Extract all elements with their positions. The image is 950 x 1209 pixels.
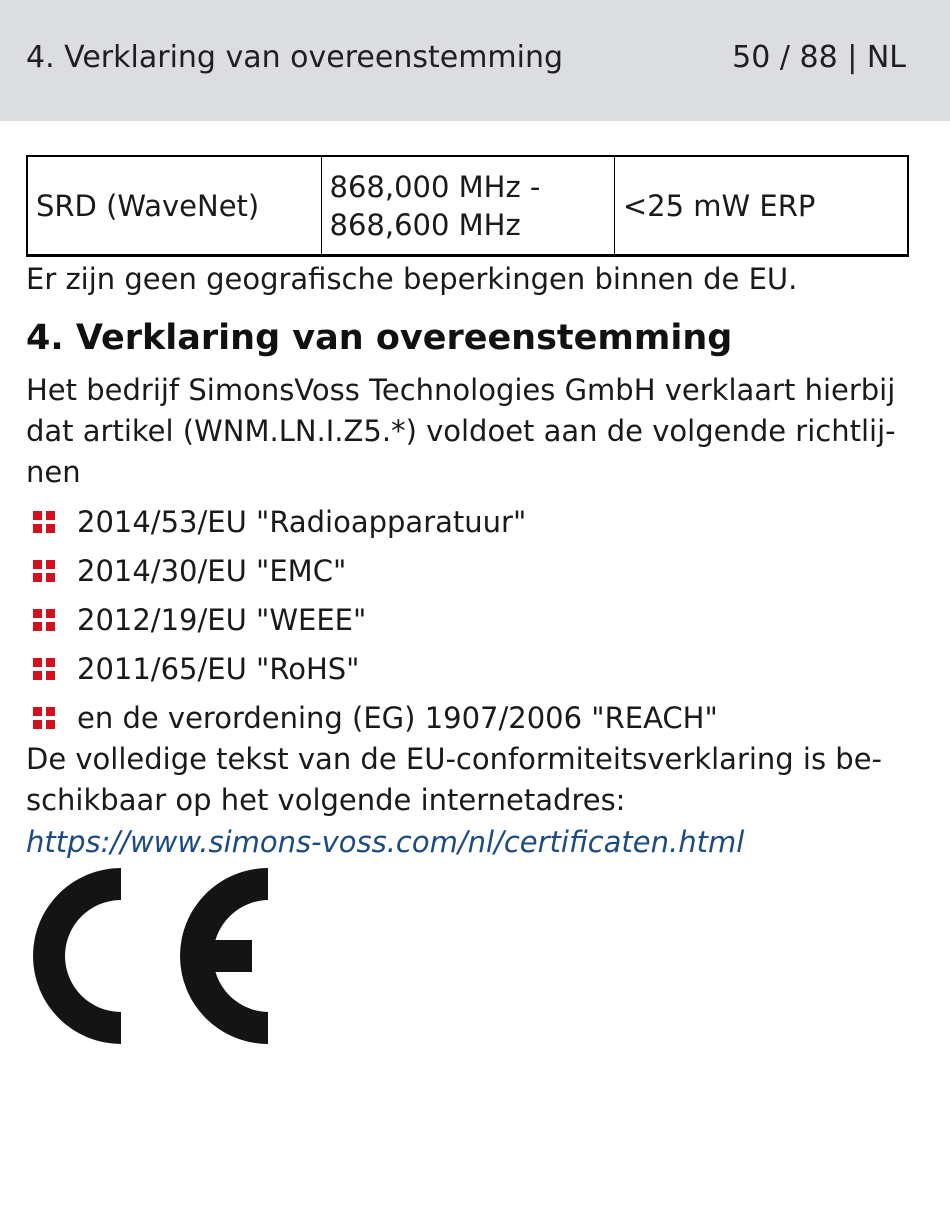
page-header [0,0,950,121]
list-item [26,595,718,644]
page-indicator: 50 / 88 | NL [732,40,906,75]
section-title: 4. Verklaring van overeenstemming [26,318,733,358]
table-cell-power: <25 mW ERP [614,156,908,256]
list-item [26,693,718,742]
directive-list [26,497,718,742]
restriction-note: Er zijn geen geografische beperkingen binnen de EU. [26,262,798,296]
section-intro: Het bedrijf SimonsVoss Technologies GmbH verklaart hierbij dat artikel (WNM.LN.I.Z5.*) voldoet aan de volgende richtlij- nen [26,373,896,489]
directive-label: 2014/53/EU "Radioapparatuur" [77,504,527,539]
certificate-link[interactable]: https://www.simons-voss.com/nl/certificaten.html [26,825,745,859]
directive-label: 2014/30/EU "EMC" [77,553,347,588]
red-square-grid-icon [33,658,55,680]
header-title: 4. Verklaring van overeenstemming [26,40,564,75]
list-item [26,546,718,595]
list-item [26,497,718,546]
directive-label: 2012/19/EU "WEEE" [77,602,367,637]
ce-mark-icon [24,868,272,1044]
directive-label: en de verordening (EG) 1907/2006 "REACH" [77,700,718,735]
table-cell-type: SRD (WaveNet) [27,156,321,256]
red-square-grid-icon [33,609,55,631]
section-outro: De volledige tekst van de EU-conformiteitsverklaring is be- schikbaar op het volgende internetadres: [26,742,883,817]
directive-label: 2011/65/EU "RoHS" [77,651,360,686]
table-row [27,156,908,256]
list-item [26,644,718,693]
table-cell-range: 868,000 MHz - 868,600 MHz [321,156,614,256]
red-square-grid-icon [33,707,55,729]
red-square-grid-icon [33,511,55,533]
red-square-grid-icon [33,560,55,582]
frequency-table [26,155,909,257]
